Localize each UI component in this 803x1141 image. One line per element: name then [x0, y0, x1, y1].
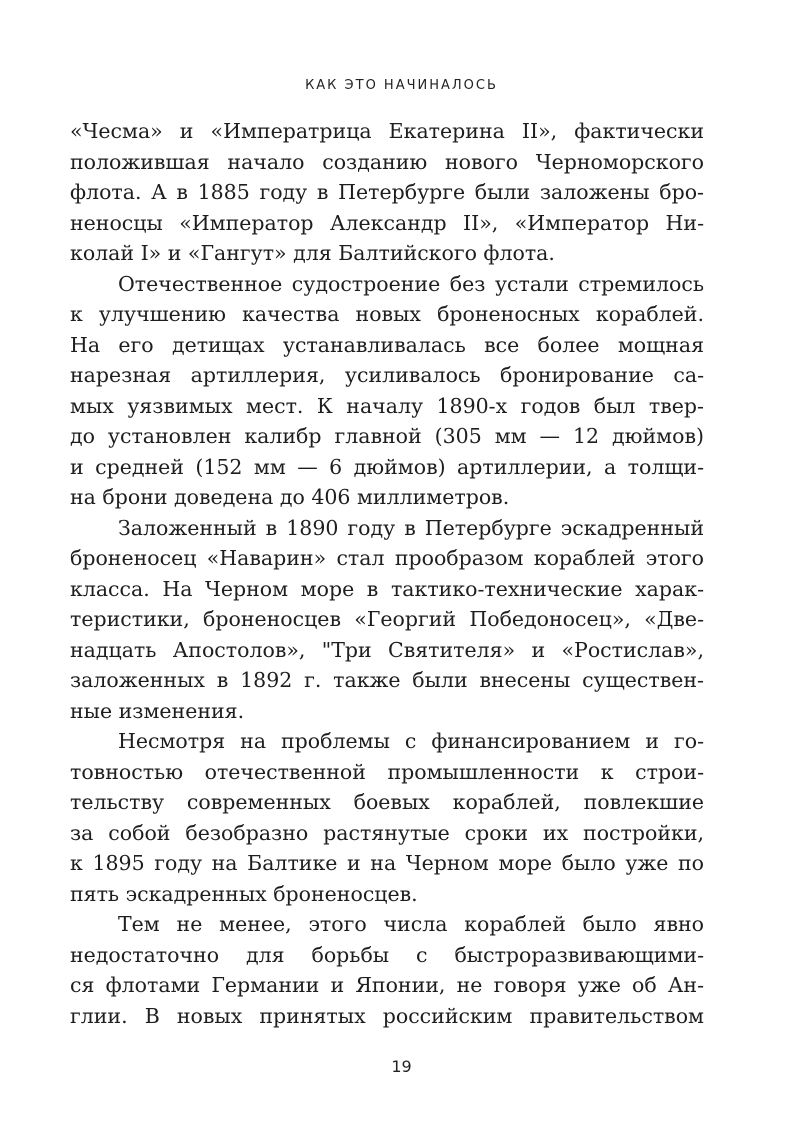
text-line: мых уязвимых мест. К началу 1890-х годов был твер-	[70, 393, 704, 418]
text-line: На его детищах устанавливалась все более мощная	[70, 332, 704, 357]
text-line: ные изменения.	[70, 698, 245, 723]
text-line: положившая начало созданию нового Черноморского	[70, 149, 704, 174]
text-line: до установлен калибр главной (305 мм — 12 дюймов)	[70, 424, 704, 448]
text-line: класса. На Черном море в тактико-технические харак-	[70, 576, 704, 601]
text-line: к 1895 году на Балтике и на Черном море было уже по	[70, 851, 704, 875]
text-line: на брони доведена до 406 миллиметров.	[70, 485, 510, 509]
text-line: флота. А в 1885 году в Петербурге были заложены бро-	[70, 180, 704, 204]
text-line: и средней (152 мм — 6 дюймов) артиллерии, а толщи-	[70, 454, 704, 479]
text-line: глии. В новых принятых российским правительством	[70, 1003, 704, 1028]
text-line: броненосец «Наварин» стал прообразом кораблей этого	[70, 546, 704, 570]
text-line: «Чесма» и «Императрица Екатерина II», фактически	[70, 119, 704, 143]
text-line: товностью отечественной промышленности к строи-	[70, 759, 704, 784]
text-line: теристики, броненосцев «Георгий Победоносец», «Две-	[70, 607, 704, 631]
text-line: недостаточно для борьбы с быстроразвивающими-	[70, 942, 704, 967]
text-line: нарезная артиллерия, усиливалось бронирование са-	[70, 363, 704, 387]
text-line: колай I» и «Гангут» для Балтийского флота.	[70, 241, 555, 265]
text-line: Несмотря на проблемы с финансированием и го-	[118, 729, 704, 753]
text-line: пять эскадренных броненосцев.	[70, 881, 418, 906]
text-line: тельству современных боевых кораблей, повлекшие	[70, 790, 704, 814]
text-line: неносцы «Император Александр II», «Император Ни-	[70, 210, 704, 235]
text-line: ся флотами Германии и Японии, не говоря уже об Ан-	[70, 973, 704, 997]
text-line: заложенных в 1892 г. также были внесены существен-	[70, 668, 704, 692]
text-line: Тем не менее, этого числа кораблей было явно	[118, 912, 704, 936]
text-line: надцать Апостолов», "Три Святителя» и «Ростислав»,	[70, 637, 704, 662]
page-number: 19	[391, 1057, 412, 1076]
text-line: за собой безобразно растянутые сроки их постройки,	[70, 820, 704, 845]
text-line: Заложенный в 1890 году в Петербурге эскадренный	[118, 515, 704, 540]
text-line: к улучшению качества новых броненосных кораблей.	[70, 302, 704, 326]
text-line: Отечественное судостроение без устали стремилось	[118, 271, 704, 296]
running-header: КАК ЭТО НАЧИНАЛОСЬ	[305, 78, 498, 93]
body-text	[70, 116, 704, 1031]
